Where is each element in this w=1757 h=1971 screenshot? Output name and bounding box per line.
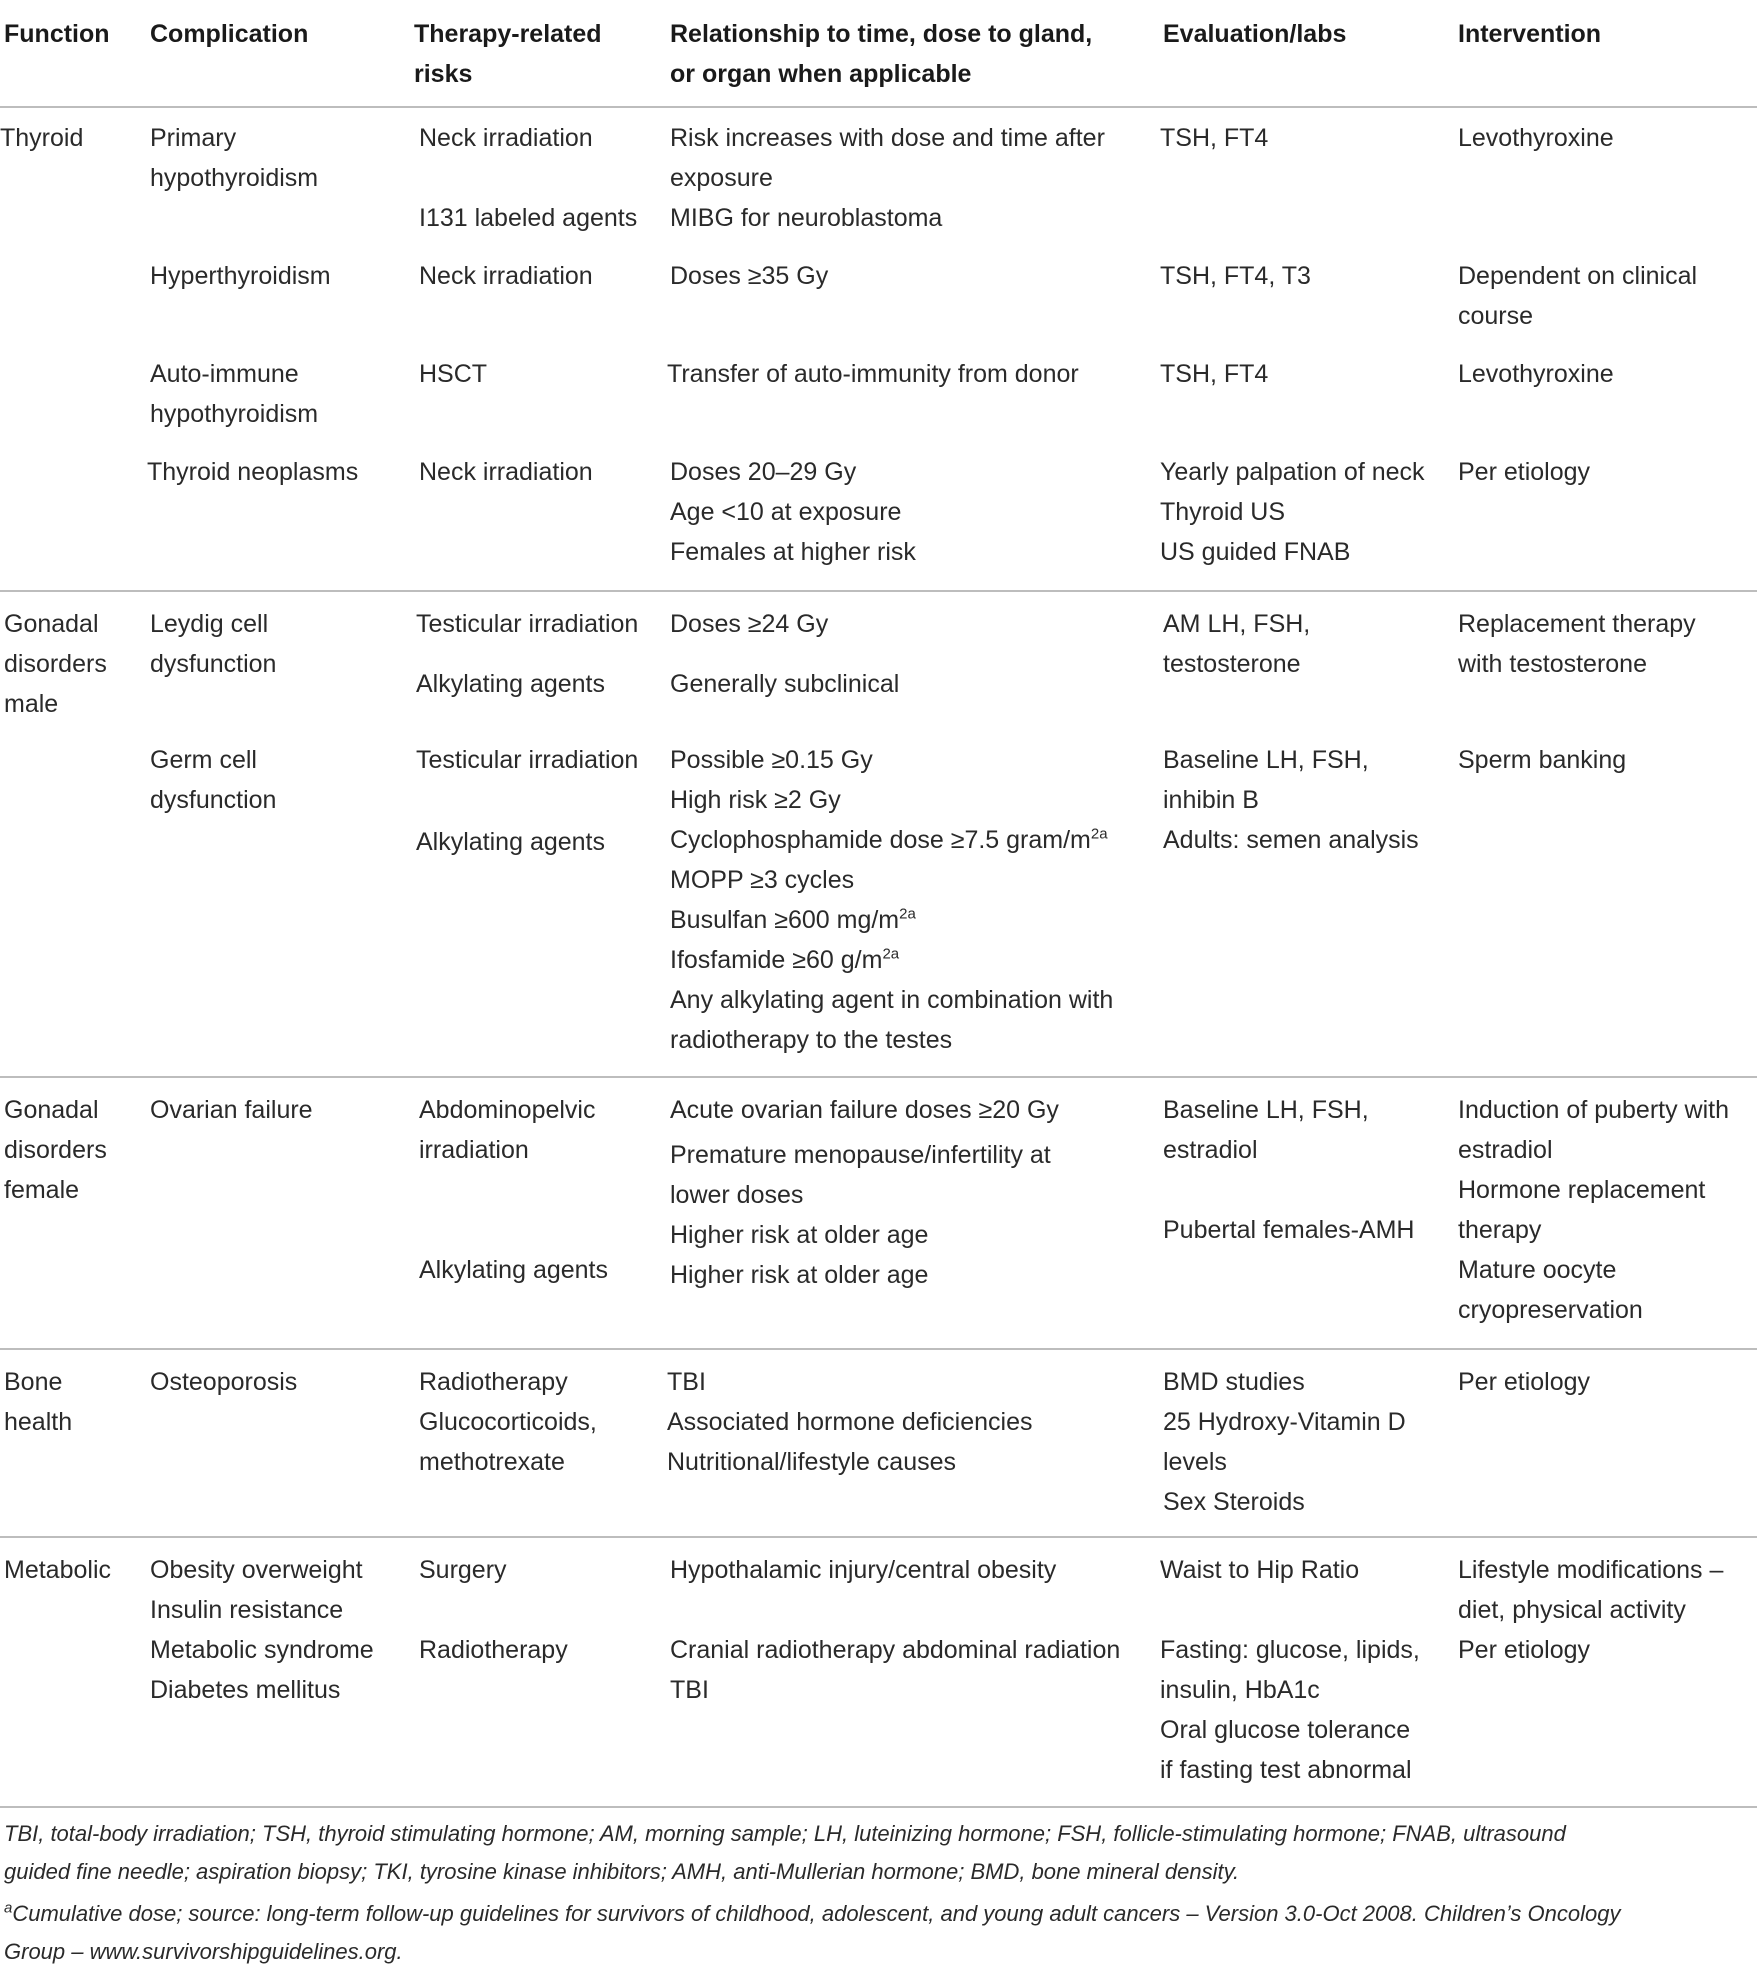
relationship: Doses ≥35 Gy	[670, 262, 829, 290]
relationship: Transfer of auto-immunity from donor	[667, 360, 1079, 388]
intervention: Levothyroxine	[1458, 124, 1614, 152]
relationship: TBI Associated hormone deficiencies Nutritional/lifestyle causes	[667, 1368, 1033, 1476]
evaluation: TSH, FT4	[1160, 124, 1269, 152]
intervention: Levothyroxine	[1458, 360, 1614, 388]
therapy-risk: HSCT	[419, 360, 488, 388]
section-thyroid	[0, 108, 1757, 590]
intervention: Per etiology	[1458, 1368, 1591, 1396]
evaluation: AM LH, FSH, testosterone	[1163, 610, 1311, 678]
relationship: Risk increases with dose and time after exposure MIBG for neuroblastoma	[670, 124, 1105, 232]
complication-hyperthyroidism: Hyperthyroidism	[150, 262, 331, 290]
footnote-cumulative-dose: $^a$Cumulative dose; source: long-term follow-up guidelines for survivors of childhood, adolescent, and young adult cancers – Version 3.0-Oct 2008. Children’s Oncology Group – www.survivorshipguidelines.org.	[4, 1899, 1621, 1964]
therapy-risk: Radiotherapy Glucocorticoids, methotrexate	[419, 1368, 597, 1476]
evaluation: Waist to Hip Ratio Fasting: glucose, lipids, insulin, HbA1c Oral glucose tolerance if fasting test abnormal	[1160, 1556, 1420, 1784]
therapy-risk: Neck irradiation I131 labeled agents	[419, 124, 638, 232]
complication-thyroid-neoplasms: Thyroid neoplasms	[147, 458, 359, 486]
footnote-abbreviations: TBI, total-body irradiation; TSH, thyroid stimulating hormone; AM, morning sample; LH, luteinizing hormone; FSH, follicle-stimulating hormone; FNAB, ultrasound guided fine needle; aspiration biopsy; TKI, tyrosine kinase inhibitors; AMH, anti-Mullerian hormone; BMD, bone mineral density.	[4, 1821, 1566, 1884]
section-bone-health	[0, 1348, 1757, 1536]
therapy-risk: Surgery Radiotherapy	[419, 1556, 568, 1664]
relationship: Hypothalamic injury/central obesity Cranial radiotherapy abdominal radiation TBI	[670, 1556, 1121, 1704]
header-function: Function	[4, 20, 110, 48]
evaluation: Baseline LH, FSH, estradiol Pubertal females-AMH	[1163, 1096, 1415, 1244]
table-bottom-rule	[0, 1806, 1757, 1808]
intervention: Replacement therapy with testosterone	[1458, 610, 1696, 678]
complication-osteoporosis: Osteoporosis	[150, 1368, 298, 1396]
intervention: Sperm banking	[1458, 746, 1627, 774]
function-bone-health: Bone health	[4, 1368, 73, 1436]
relationship: Possible ≥0.15 Gy High risk ≥2 Gy Cyclophosphamide dose ≥7.5 gram/$m^{2a}$ MOPP ≥3 cycles Busulfan ≥600 $mg/m^{2a}$ Ifosfamide ≥60 $g/m^{2a}$ Any alkylating agent in combination with radiotherapy to the testes	[670, 746, 1114, 1054]
table-header	[0, 0, 1757, 108]
header-evaluation: Evaluation/labs	[1163, 20, 1347, 48]
complication-auto-immune-hypothyroidism: Auto-immune hypothyroidism	[150, 360, 319, 428]
header-intervention: Intervention	[1458, 20, 1602, 48]
intervention: Lifestyle modifications – diet, physical activity Per etiology	[1458, 1556, 1724, 1664]
complication-metabolic: Obesity overweight Insulin resistance Metabolic syndrome Diabetes mellitus	[150, 1556, 374, 1704]
therapy-risk: Neck irradiation	[419, 262, 593, 290]
function-gonadal-male: Gonadal disorders male	[4, 610, 107, 718]
header-therapy-risks: Therapy-related risks	[414, 20, 602, 88]
function-metabolic: Metabolic	[4, 1556, 111, 1584]
complication-germ-cell-dysfunction: Germ cell dysfunction	[150, 746, 277, 814]
intervention: Induction of puberty with estradiol Hormone replacement therapy Mature oocyte cryopreservation	[1458, 1096, 1729, 1324]
relationship: Doses 20–29 Gy Age <10 at exposure Females at higher risk	[670, 458, 916, 566]
header-complication: Complication	[150, 20, 309, 48]
evaluation: BMD studies 25 Hydroxy-Vitamin D levels Sex Steroids	[1163, 1368, 1406, 1516]
therapy-risk: Abdominopelvic irradiation Alkylating agents	[419, 1096, 609, 1284]
therapy-risk: Testicular irradiation Alkylating agents	[416, 746, 639, 856]
complication-leydig-cell-dysfunction: Leydig cell dysfunction	[150, 610, 277, 678]
therapy-risk: Neck irradiation	[419, 458, 593, 486]
therapy-risk: Testicular irradiation Alkylating agents	[416, 610, 639, 698]
section-gonadal-male	[0, 590, 1757, 1076]
evaluation: Yearly palpation of neck Thyroid US US guided FNAB	[1160, 458, 1425, 566]
section-gonadal-female	[0, 1076, 1757, 1348]
section-metabolic	[0, 1536, 1757, 1806]
complication-ovarian-failure: Ovarian failure	[150, 1096, 313, 1124]
complication-primary-hypothyroidism: Primary hypothyroidism	[150, 124, 319, 192]
header-relationship: Relationship to time, dose to gland, or organ when applicable	[670, 20, 1093, 88]
evaluation: TSH, FT4, T3	[1160, 262, 1311, 290]
function-thyroid: Thyroid	[0, 124, 84, 152]
intervention: Dependent on clinical course	[1458, 262, 1698, 330]
relationship: Doses ≥24 Gy Generally subclinical	[670, 610, 900, 698]
evaluation: TSH, FT4	[1160, 360, 1269, 388]
intervention: Per etiology	[1458, 458, 1591, 486]
evaluation: Baseline LH, FSH, inhibin B Adults: semen analysis	[1163, 746, 1419, 854]
function-gonadal-female: Gonadal disorders female	[4, 1096, 107, 1204]
relationship: Acute ovarian failure doses ≥20 Gy Premature menopause/infertility at lower doses Higher risk at older age Higher risk at older age	[670, 1096, 1059, 1289]
